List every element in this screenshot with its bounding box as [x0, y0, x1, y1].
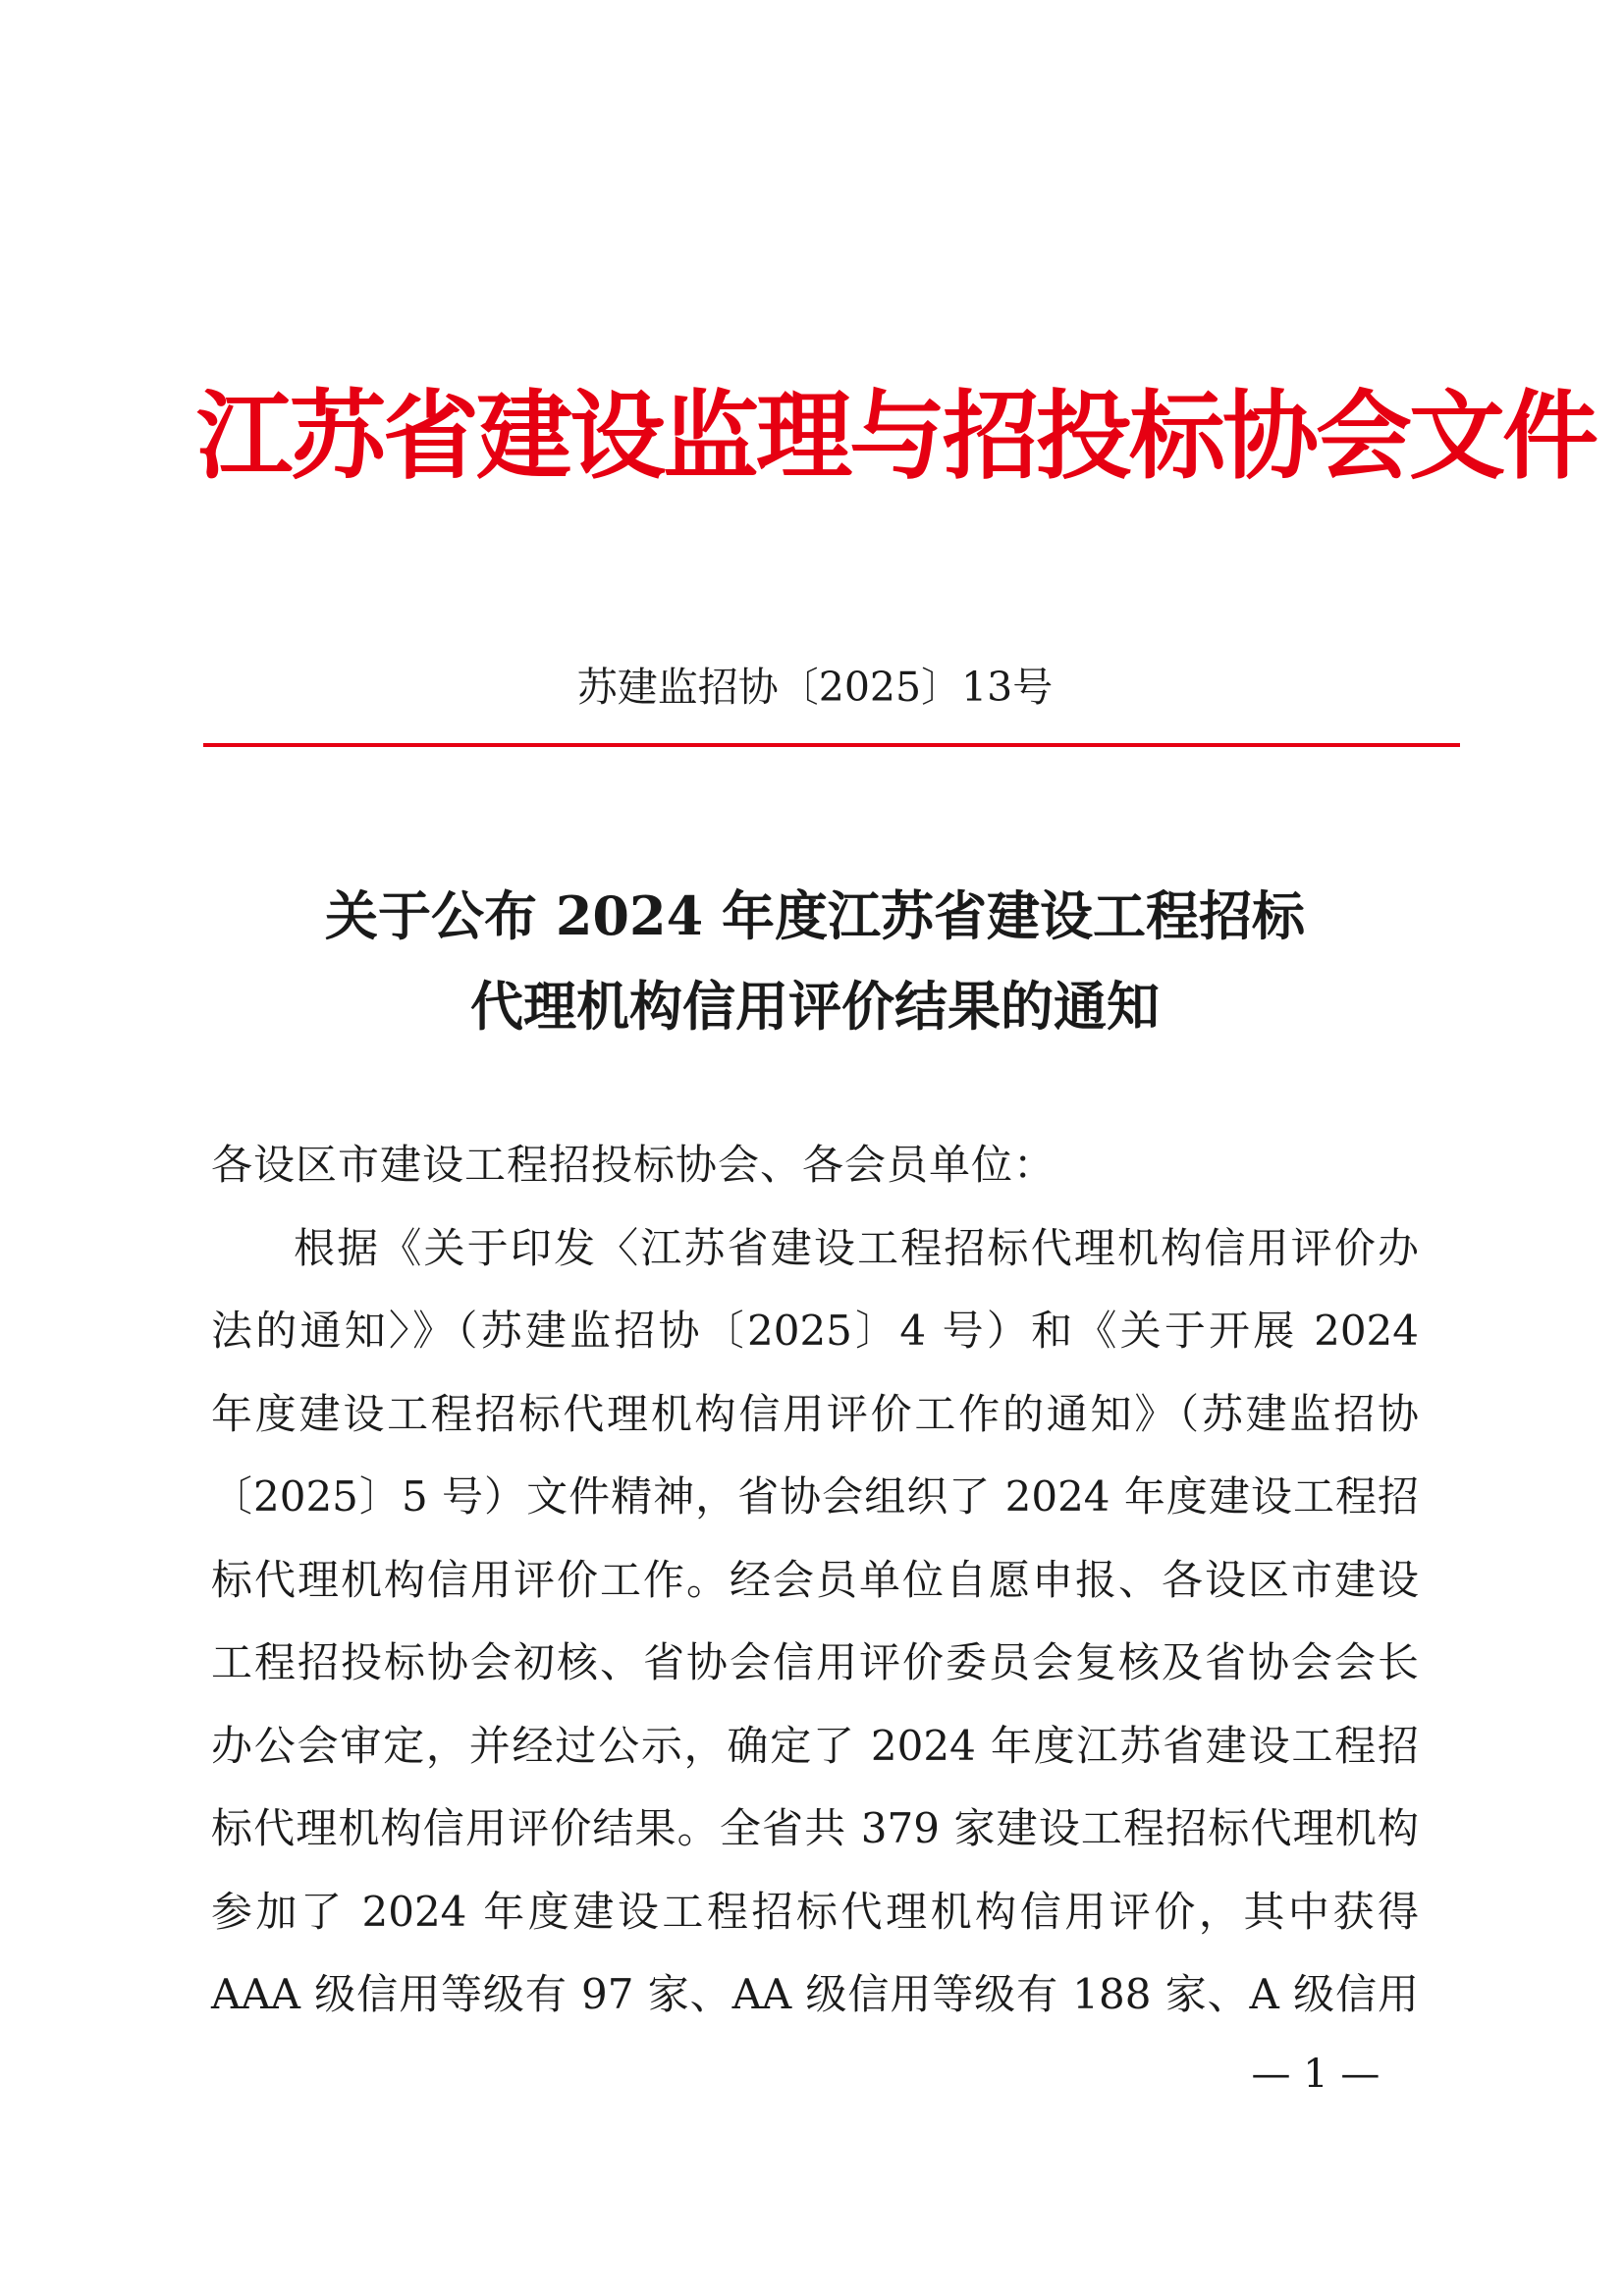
red-divider-line: [203, 743, 1460, 747]
title-line-2: 代理机构信用评价结果的通知: [470, 975, 1160, 1038]
body-line: 办公会审定，并经过公示，确定了 2024 年度江苏省建设工程招: [211, 1721, 1419, 1770]
page-number: — 1 —: [1251, 2052, 1380, 2097]
body-line: 工程招投标协会初核、省协会信用评价委员会复核及省协会会长: [211, 1638, 1419, 1686]
document-number: 苏建监招协〔2025〕13号: [576, 664, 1054, 711]
document-header-title: 江苏省建设监理与招投标协会文件: [196, 380, 1597, 493]
body-line: 法的通知〉》（苏建监招协〔2025〕4 号）和《关于开展 2024: [211, 1307, 1419, 1355]
body-line: 参加了 2024 年度建设工程招标代理机构信用评价，其中获得: [211, 1887, 1419, 1936]
body-line: AAA 级信用等级有 97 家、AA 级信用等级有 188 家、A 级信用: [211, 1970, 1419, 2018]
body-line: 根据《关于印发〈江苏省建设工程招标代理机构信用评价办: [294, 1223, 1419, 1272]
document-body: [211, 1124, 1419, 2037]
body-line: 年度建设工程招标代理机构信用评价工作的通知》（苏建监招协: [211, 1389, 1419, 1438]
body-line: 〔2025〕5 号）文件精神，省协会组织了 2024 年度建设工程招: [211, 1472, 1419, 1521]
body-line: 标代理机构信用评价结果。全省共 379 家建设工程招标代理机构: [211, 1804, 1419, 1852]
title-line-1: 关于公布 2024 年度江苏省建设工程招标: [325, 884, 1305, 947]
body-line: 标代理机构信用评价工作。经会员单位自愿申报、各设区市建设: [211, 1555, 1419, 1604]
document-title: [177, 871, 1453, 1051]
salutation: 各设区市建设工程招投标协会、各会员单位：: [211, 1141, 1056, 1189]
